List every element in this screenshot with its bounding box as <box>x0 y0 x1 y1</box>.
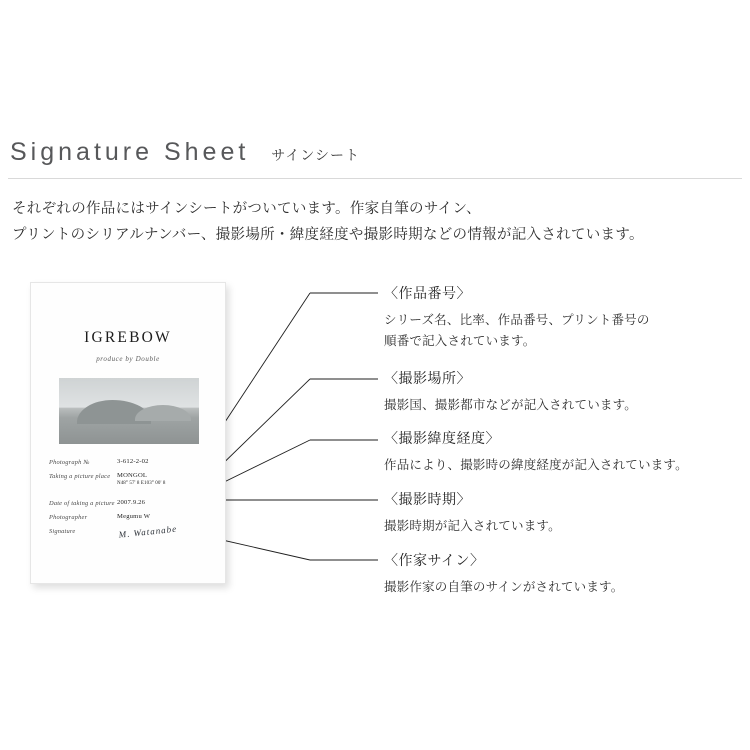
sheet-field-label: Signature <box>49 528 76 535</box>
sheet-field-value: 2007.9.26 <box>117 499 146 506</box>
callout-title: 〈撮影場所〉 <box>384 371 471 387</box>
callout-shooting-date <box>384 489 561 536</box>
sheet-field-value-main: MONGOL <box>117 472 148 479</box>
callout-body-line-1: 撮影国、撮影都市などが記入されています。 <box>384 397 638 412</box>
sheet-photo-thumbnail <box>59 378 199 444</box>
sheet-field-label: Date of taking a picture <box>49 500 115 507</box>
sheet-field-label: Taking a picture place <box>49 473 111 480</box>
sheet-paper <box>30 282 226 584</box>
sheet-field-value <box>117 472 165 488</box>
sheet-field-value-coords: N48° 57' 8 E103° 00' 8 <box>117 481 166 486</box>
callout-title: 〈作家サイン〉 <box>384 553 485 569</box>
sheet-field-value: 3-612-2-02 <box>117 458 149 465</box>
callout-artist-signature <box>384 550 623 597</box>
page-title-japanese: サインシート <box>271 148 360 164</box>
sheet-field-row <box>49 513 209 521</box>
callout-body-line-1: 撮影作家の自筆のサインがされています。 <box>384 579 624 594</box>
callout-body-line-1: 撮影時期が記入されています。 <box>384 518 561 533</box>
lead-paragraph <box>12 196 748 248</box>
sheet-field-row <box>49 499 209 507</box>
callout-body-line-2: 順番で記入されています。 <box>384 333 536 348</box>
callout-artwork-number <box>384 283 650 351</box>
sheet-field-row <box>49 458 209 466</box>
lead-line-1: それぞれの作品にはサインシートがついています。作家自筆のサイン、 <box>12 201 481 217</box>
sheet-field-value: Megumu W <box>117 513 151 520</box>
callout-coordinates <box>384 428 688 475</box>
signature-sheet-card <box>30 282 226 584</box>
page-header <box>10 138 360 167</box>
callout-title: 〈撮影時期〉 <box>384 492 471 508</box>
sheet-field-row <box>49 472 209 488</box>
header-divider <box>8 178 742 179</box>
sheet-field-label: Photograph № <box>49 459 90 466</box>
callout-body-line-1: シリーズ名、比率、作品番号、プリント番号の <box>384 312 650 327</box>
sheet-produce-by: produce by Double <box>96 355 160 363</box>
handwritten-signature: M. Watanabe <box>118 523 178 540</box>
callout-title: 〈撮影緯度経度〉 <box>384 431 500 447</box>
callout-shooting-location <box>384 368 637 415</box>
sheet-field-label: Photographer <box>49 514 88 521</box>
page-title: Signature Sheet <box>10 138 250 166</box>
lead-line-2: プリントのシリアルナンバー、撮影場所・緯度経度や撮影時期などの情報が記入されています。 <box>12 227 644 243</box>
sheet-brand-logo: IGREBOW <box>84 329 172 346</box>
callout-body-line-1: 作品により、撮影時の緯度経度が記入されています。 <box>384 457 688 472</box>
callout-title: 〈作品番号〉 <box>384 286 471 302</box>
